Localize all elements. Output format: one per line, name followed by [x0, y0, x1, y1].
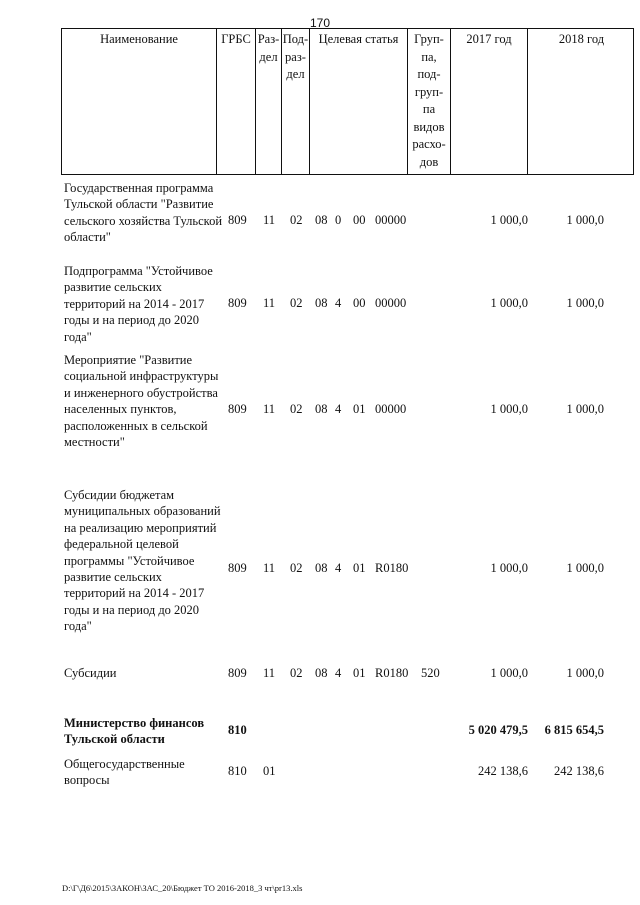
cell-podrazdel: 02: [290, 666, 303, 680]
row-name: Подпрограмма "Устойчивое развитие сельских территорий на 2014 - 2017 годы и на период до 2020 года": [64, 264, 213, 344]
cell-grbs: 809: [228, 666, 247, 680]
row-name: Министерство финансов Тульской области: [64, 716, 205, 747]
cell-razdel: 11: [263, 213, 276, 227]
cell-t2: 4: [335, 402, 342, 416]
cell-podrazdel: 02: [290, 561, 303, 575]
cell-t3: 01: [353, 666, 366, 680]
cell-t3: 01: [353, 402, 366, 416]
cell-t1: 08: [315, 213, 328, 227]
cell-grbs: 809: [228, 402, 247, 416]
cell-t4: 00000: [375, 402, 407, 416]
header-podrazdel: Под- раз- дел: [282, 29, 310, 174]
cell-y2017: 242 138,6: [478, 764, 528, 778]
page-number: 170: [309, 16, 331, 30]
cell-podrazdel: 02: [290, 402, 303, 416]
cell-y2017: 1 000,0: [490, 561, 528, 575]
header-razdel: Раз- дел: [256, 29, 282, 174]
cell-t2: 4: [335, 666, 342, 680]
cell-y2017: 1 000,0: [490, 666, 528, 680]
header-2018: 2018 год: [558, 32, 605, 46]
header-group: Груп- па, под- груп- па видов расхо- дов: [408, 29, 451, 174]
cell-y2018: 1 000,0: [566, 666, 604, 680]
file-path-footer: D:\Г\Д6\2015\ЗАКОН\ЗАС_20\Бюджет ТО 2016-2018_3 чт\pr13.xls: [62, 883, 303, 893]
row-name: Мероприятие "Развитие социальной инфраструктуры и инженерного обустройства населенных пунктов, расположенных в сельской местности": [64, 353, 219, 450]
cell-grbs: 809: [228, 296, 247, 310]
cell-razdel: 11: [263, 561, 276, 575]
cell-t2: 0: [335, 213, 342, 227]
cell-t1: 08: [315, 666, 328, 680]
row-name: Государственная программа Тульской области "Развитие сельского хозяйства Тульской области": [64, 181, 223, 245]
cell-y2017: 1 000,0: [490, 402, 528, 416]
cell-t4: 00000: [375, 296, 407, 310]
cell-t1: 08: [315, 561, 328, 575]
cell-razdel: 11: [263, 666, 276, 680]
cell-y2018: 1 000,0: [566, 561, 604, 575]
cell-razdel: 11: [263, 296, 276, 310]
cell-t4: R0180: [375, 666, 409, 680]
cell-y2017: 5 020 479,5: [468, 723, 528, 737]
cell-razdel: 11: [263, 402, 276, 416]
cell-grbs: 810: [228, 723, 247, 737]
cell-y2018: 1 000,0: [566, 296, 604, 310]
cell-y2017: 1 000,0: [490, 213, 528, 227]
header-2017: 2017 год: [451, 29, 528, 174]
header-grbs: ГРБС: [217, 29, 256, 174]
cell-y2018: 1 000,0: [566, 402, 604, 416]
header-target: Целевая статья: [310, 29, 408, 174]
row-name: Общегосударственные вопросы: [64, 757, 185, 788]
cell-podrazdel: 02: [290, 296, 303, 310]
cell-t2: 4: [335, 561, 342, 575]
cell-y2017: 1 000,0: [490, 296, 528, 310]
cell-grbs: 809: [228, 213, 247, 227]
cell-grbs: 809: [228, 561, 247, 575]
row-name: Субсидии: [64, 666, 117, 680]
cell-razdel: 01: [263, 764, 276, 778]
cell-t1: 08: [315, 402, 328, 416]
cell-t3: 00: [353, 296, 366, 310]
cell-t3: 01: [353, 561, 366, 575]
header-name: Наименование: [62, 29, 217, 174]
cell-grbs: 810: [228, 764, 247, 778]
cell-t1: 08: [315, 296, 328, 310]
cell-podrazdel: 02: [290, 213, 303, 227]
cell-t2: 4: [335, 296, 342, 310]
cell-y2018: 242 138,6: [554, 764, 604, 778]
cell-t4: 00000: [375, 213, 407, 227]
cell-y2018: 6 815 654,5: [544, 723, 604, 737]
cell-y2018: 1 000,0: [566, 213, 604, 227]
row-name: Субсидии бюджетам муниципальных образований на реализацию мероприятий федеральной целевой программы "Устойчивое развитие сельских территорий на 2014 - 2017 годы и на период до 2020 года": [64, 488, 221, 634]
cell-group: 520: [421, 666, 440, 680]
cell-t4: R0180: [375, 561, 409, 575]
table-header: [61, 28, 634, 175]
cell-t3: 00: [353, 213, 366, 227]
